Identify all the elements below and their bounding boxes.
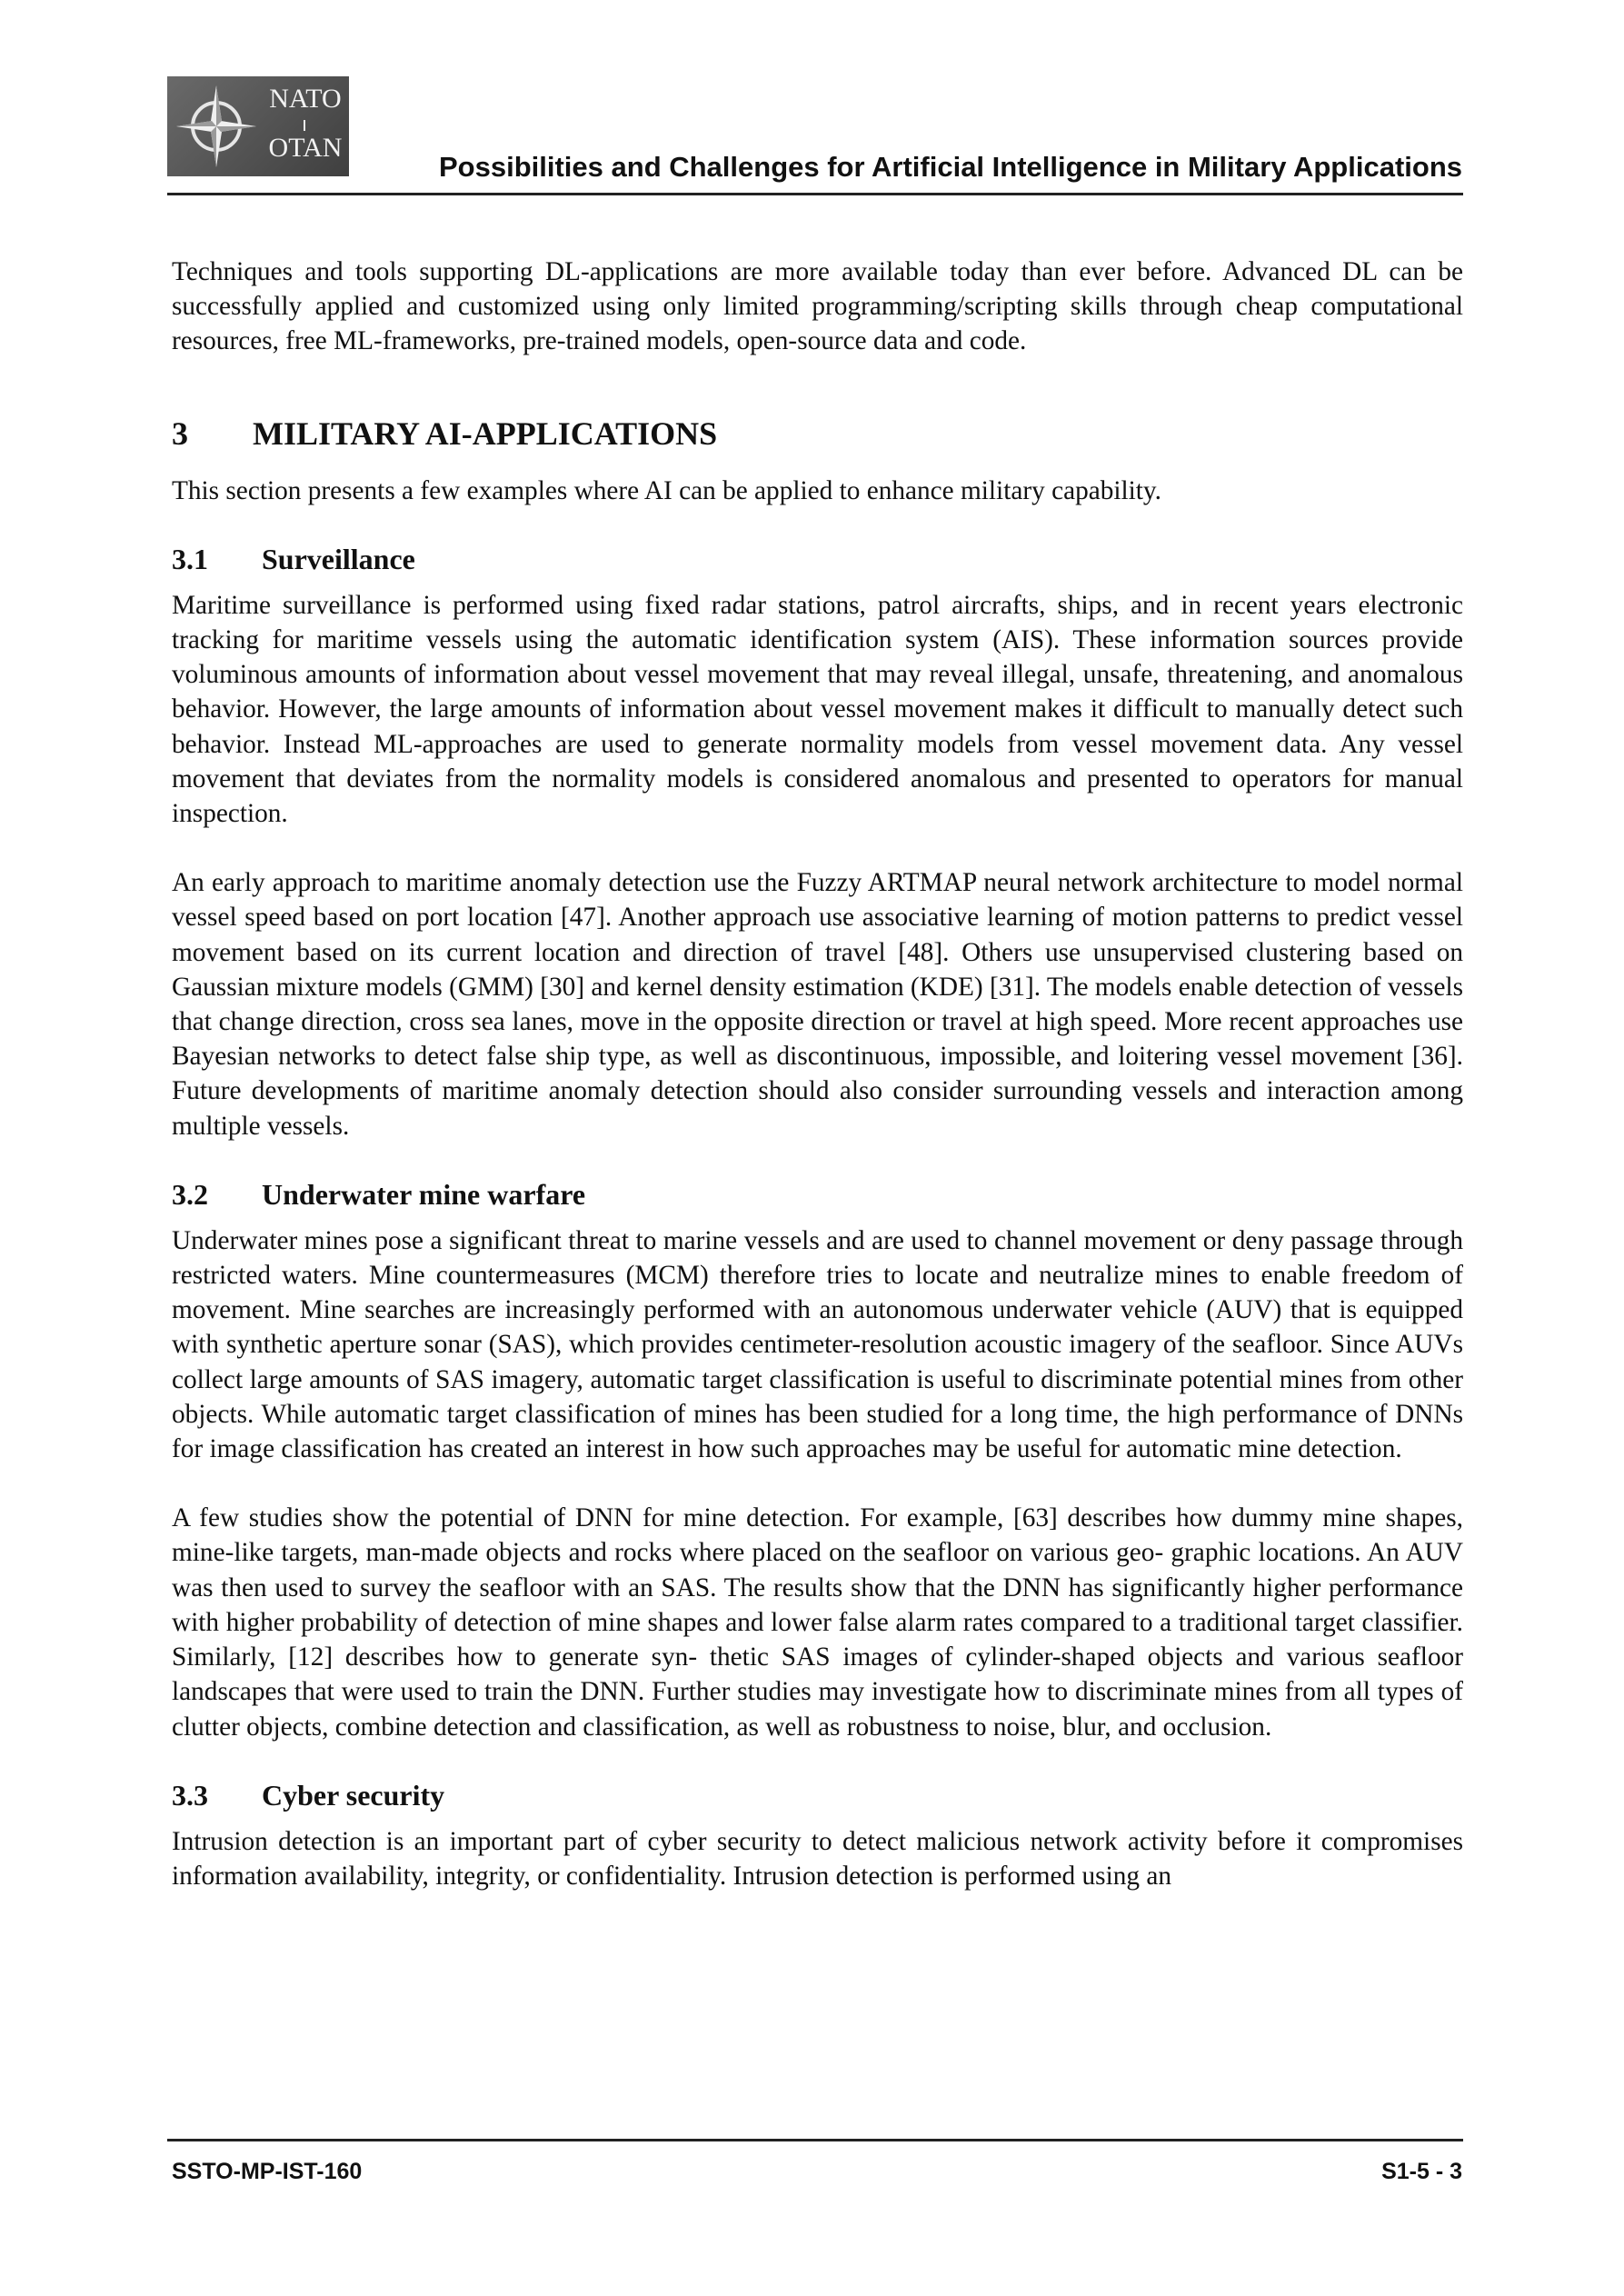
logo-otan-text: OTAN bbox=[268, 133, 343, 163]
header-rule bbox=[167, 193, 1463, 195]
subsection-3-2-heading bbox=[172, 1176, 1463, 1213]
cyber-security-paragraph-1: Intrusion detection is an important part of cyber security to detect malicious network activity before it compromises information availability, integrity, or confidentiality. Intrusion detection is performed using an bbox=[172, 1826, 1463, 1891]
subsection-number: 3.2 bbox=[172, 1177, 208, 1211]
section-title: MILITARY AI-APPLICATIONS bbox=[253, 414, 718, 452]
subsection-3-1-heading bbox=[172, 541, 1463, 577]
subsection-number: 3.1 bbox=[172, 542, 208, 575]
page-number: S1-5 - 3 bbox=[1381, 2159, 1462, 2184]
subsection-title: Cyber security bbox=[262, 1778, 445, 1812]
intro-paragraph: Techniques and tools supporting DL-applications are more available today than ever before. Advanced DL can be successfully applied and customized using only limited programming/scripting skills through cheap computational resources, free ML-frameworks, pre-trained models, open-source data and code. bbox=[172, 257, 1463, 356]
logo-nato-text: NATO bbox=[269, 84, 342, 114]
subsection-title: Surveillance bbox=[262, 542, 415, 575]
surveillance-paragraph-1: Maritime surveillance is performed using fixed radar stations, patrol aircrafts, ships, and in recent years electronic tracking for maritime vessels using the automatic identification system (AIS). These information sources provide voluminous amounts of information about vessel movement that may reveal illegal, unsafe, threatening, and anomalous behavior. However, the large amounts of information about vessel movement makes it difficult to manually detect such behavior. Instead ML-approaches are used to generate normality models from vessel movement data. Any vessel movement that deviates from the normality models is considered anomalous and presented to operators for manual inspection. bbox=[172, 590, 1463, 829]
subsection-3-3-heading bbox=[172, 1777, 1463, 1813]
page-content bbox=[172, 255, 1463, 1893]
nato-otan-logo bbox=[167, 76, 349, 176]
footer-rule bbox=[167, 2139, 1463, 2141]
logo-divider bbox=[304, 120, 305, 131]
mine-warfare-paragraph-1: Underwater mines pose a significant threat to marine vessels and are used to channel movement or deny passage through restricted waters. Mine countermeasures (MCM) therefore tries to locate and neutralize mines to enable freedom of movement. Mine searches are increasingly performed with an autonomous underwater vehicle (AUV) that is equipped with synthetic aperture sonar (SAS), which provides centimeter-resolution acoustic imagery of the seafloor. Since AUVs collect large amounts of SAS imagery, automatic target classification is useful to discriminate potential mines from other objects. While automatic target classification of mines has been studied for a long time, the high performance of DNNs for image classification has created an interest in how such approaches may be useful for automatic mine detection. bbox=[172, 1225, 1463, 1464]
running-title: Possibilities and Challenges for Artificial Intelligence in Military Applications bbox=[439, 151, 1462, 183]
document-code: SSTO-MP-IST-160 bbox=[172, 2159, 363, 2184]
compass-rose-icon bbox=[167, 76, 265, 176]
section-number: 3 bbox=[172, 414, 188, 452]
section-3-intro: This section presents a few examples where AI can be applied to enhance military capability. bbox=[172, 475, 1162, 505]
subsection-title: Underwater mine warfare bbox=[262, 1177, 586, 1211]
surveillance-paragraph-2: An early approach to maritime anomaly detection use the Fuzzy ARTMAP neural network architecture to model normal vessel speed based on port location [47]. Another approach use associative learning of motion patterns to predict vessel movement based on its current location and direction of travel [48]. Others use unsupervised clustering based on Gaussian mixture models (GMM) [30] and kernel density estimation (KDE) [31]. The models enable detection of vessels that change direction, cross sea lanes, move in the opposite direction or travel at high speed. More recent approaches use Bayesian networks to detect false ship type, as well as discontinuous, impossible, and loitering vessel movement [36]. Future developments of maritime anomaly detection should also consider surrounding vessels and interaction among multiple vessels. bbox=[172, 868, 1463, 1141]
subsection-number: 3.3 bbox=[172, 1778, 208, 1812]
section-3-heading bbox=[172, 414, 1463, 454]
mine-warfare-paragraph-2: A few studies show the potential of DNN for mine detection. For example, [63] describes how dummy mine shapes, mine-like targets, man-made objects and rocks where placed on the seafloor on various geo- graphic locations. An AUV was then used to survey the seafloor with an SAS. The results show that the DNN has significantly higher performance with higher probability of detection of mine shapes and lower false alarm rates compared to a traditional target classifier. Similarly, [12] describes how to generate syn- thetic SAS images of cylinder-shaped objects and various seafloor landscapes that were used to train the DNN. Further studies may investigate how to discriminate mines from all types of clutter objects, combine detection and classification, as well as robustness to noise, blur, and occlusion. bbox=[172, 1503, 1463, 1742]
